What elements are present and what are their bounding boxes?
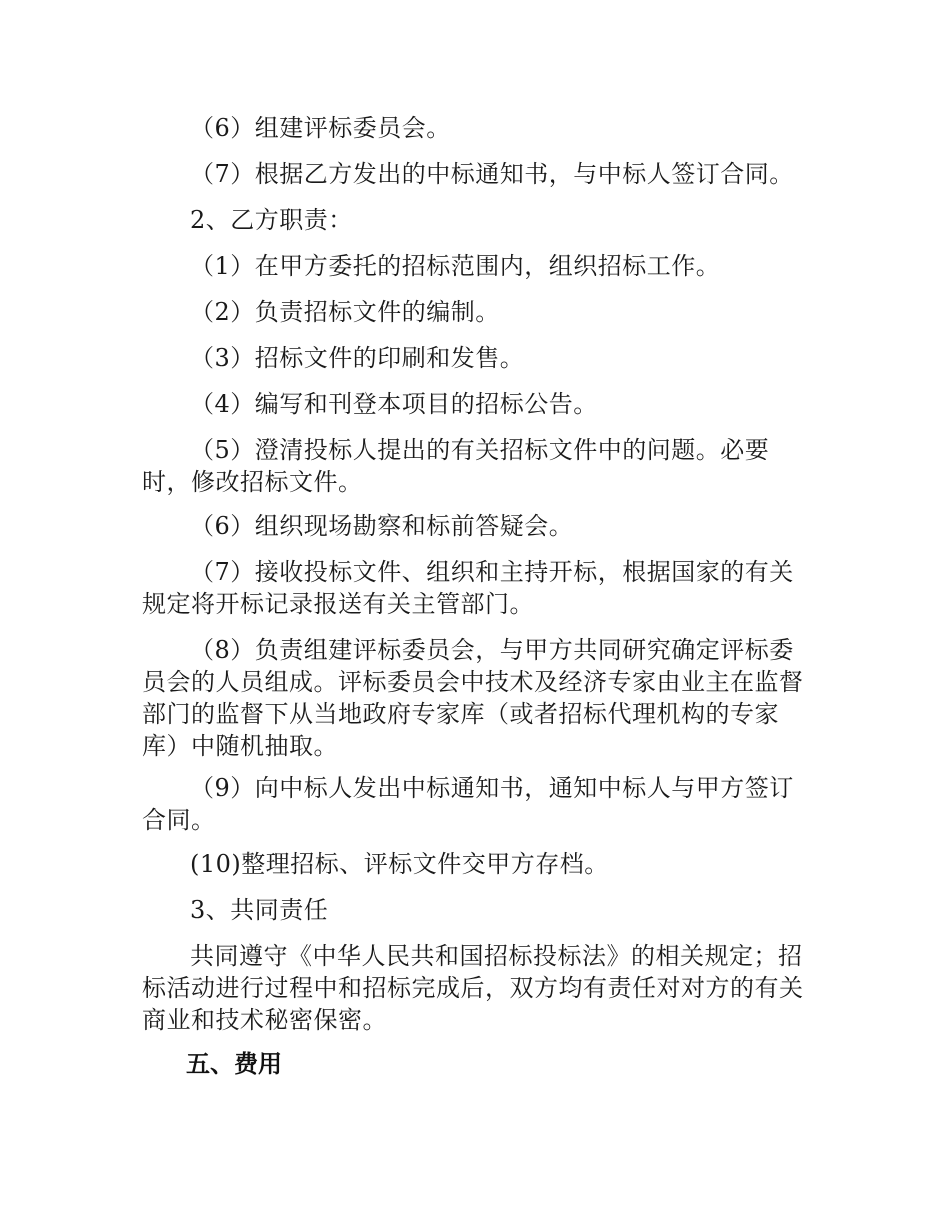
section-heading-fees: 五、费用 [186, 1050, 282, 1078]
paragraph-b2-compile: （2）负责招标文件的编制。 [190, 298, 500, 326]
paragraph-b6-site-survey: （6）组织现场勘察和标前答疑会。 [190, 512, 574, 540]
paragraph-b8-committee: （8）负责组建评标委员会，与甲方共同研究确定评标委员会的人员组成。评标委员会中技术及经济专家由业主在监督部门的监督下从当地政府专家库（或者招标代理机构的专家库）中随机抽取。 [142, 636, 804, 760]
paragraph-b7-bid-opening: （7）接收投标文件、组织和主持开标，根据国家的有关规定将开标记录报送有关主管部门。 [142, 558, 794, 618]
paragraph-b9-notice: （9）向中标人发出中标通知书，通知中标人与甲方签订合同。 [142, 774, 794, 834]
subheading-party-b-duties: 2、乙方职责： [190, 206, 353, 234]
paragraph-joint-confidentiality: 共同遵守《中华人民共和国招标投标法》的相关规定；招标活动进行过程中和招标完成后，双方均有责任对对方的有关商业和技术秘密保密。 [142, 942, 804, 1034]
subheading-joint-responsibility: 3、共同责任 [190, 896, 329, 924]
paragraph-b10-archive: (10)整理招标、评标文件交甲方存档。 [190, 850, 609, 878]
paragraph-b1-organize: （1）在甲方委托的招标范围内，组织招标工作。 [190, 252, 721, 280]
paragraph-b5-clarify: （5）澄清投标人提出的有关招标文件中的问题。必要时，修改招标文件。 [142, 436, 770, 496]
paragraph-7-sign-contract: （7）根据乙方发出的中标通知书，与中标人签订合同。 [190, 160, 794, 188]
paragraph-b4-announcement: （4）编写和刊登本项目的招标公告。 [190, 390, 598, 418]
paragraph-6-form-committee: （6）组建评标委员会。 [190, 114, 451, 142]
paragraph-b3-print-sell: （3）招标文件的印刷和发售。 [190, 344, 525, 372]
